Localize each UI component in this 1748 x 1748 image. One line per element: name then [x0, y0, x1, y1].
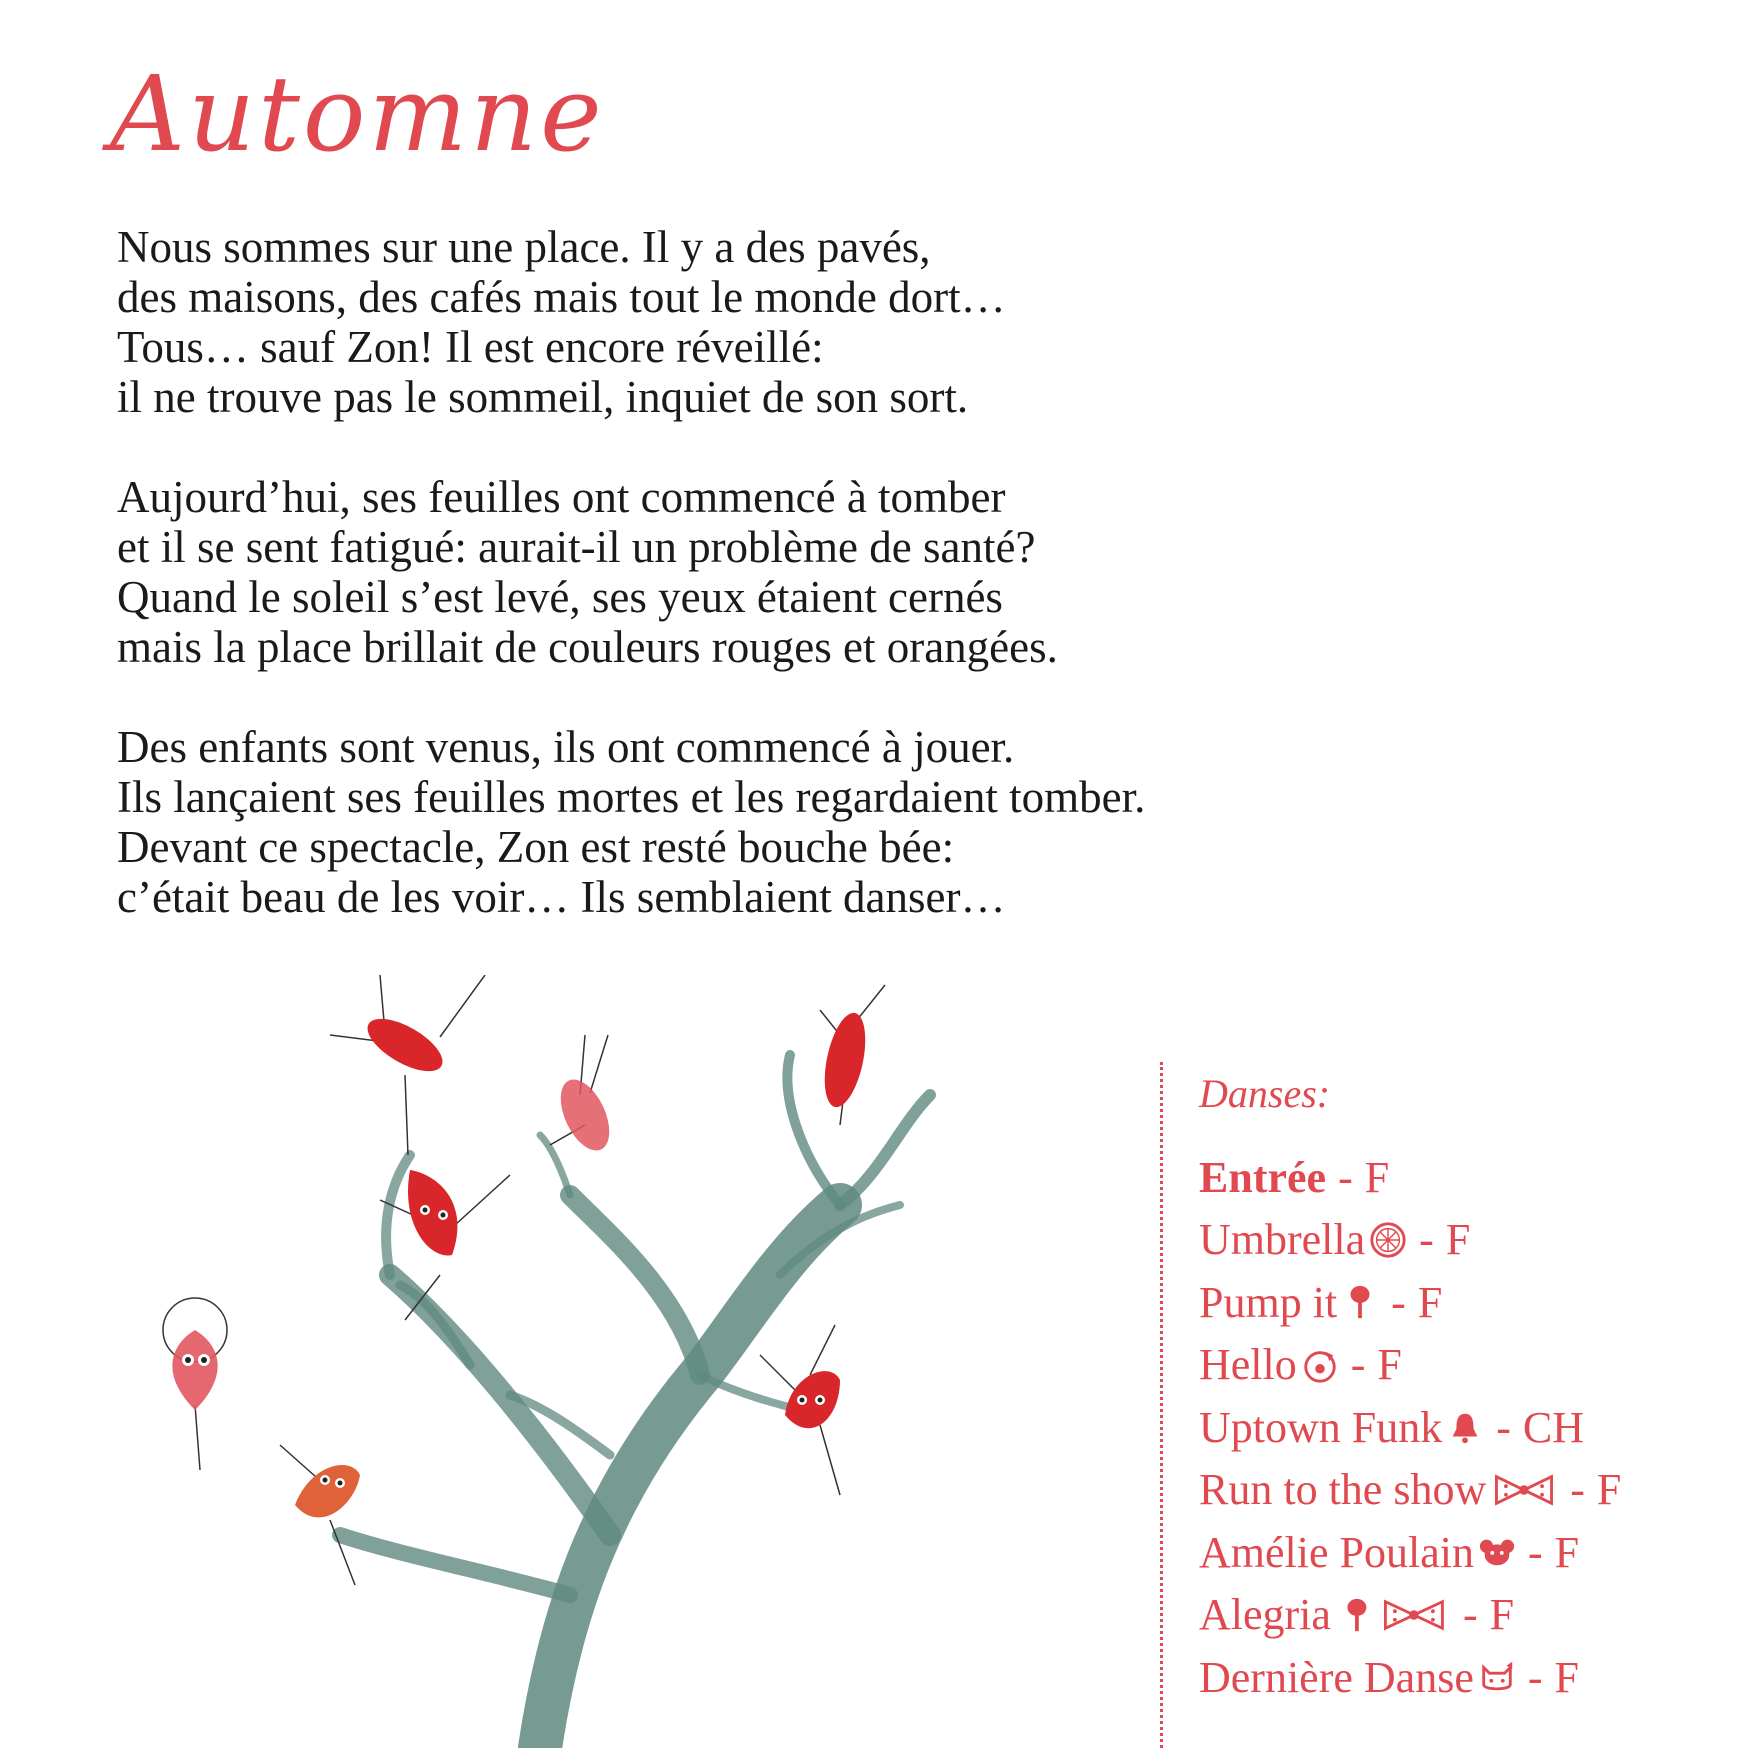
tree-illustration: [140, 975, 980, 1748]
leaf-character: [817, 985, 885, 1125]
dance-name: Umbrella: [1199, 1215, 1366, 1265]
dance-code: F: [1417, 1277, 1443, 1327]
dance-item: [1199, 1584, 1621, 1647]
poem-line: et il se sent fatigué: aurait-il un problème de santé?: [117, 522, 1036, 572]
leaf-character: [330, 975, 485, 1155]
dance-separator: -: [1350, 1340, 1366, 1390]
dance-code: F: [1596, 1465, 1622, 1515]
poem-line: Des enfants sont venus, ils ont commencé à jouer.: [117, 722, 1015, 772]
dance-code: CH: [1522, 1402, 1585, 1452]
dance-separator: -: [1570, 1465, 1585, 1515]
poem-line: Devant ce spectacle, Zon est resté bouche bée:: [117, 822, 955, 872]
dance-item: [1199, 1146, 1621, 1209]
lemon-slice-icon: [1369, 1221, 1407, 1259]
dance-name: Run to the show: [1199, 1465, 1487, 1515]
poem-line: mais la place brillait de couleurs rouges et orangées.: [117, 622, 1058, 672]
dance-name: Dernière Danse: [1199, 1652, 1474, 1702]
dance-item: [1199, 1459, 1621, 1522]
dance-item: [1199, 1271, 1621, 1334]
poem: [117, 222, 1417, 972]
bow-icon: [1490, 1471, 1558, 1509]
poem-line: des maisons, des cafés mais tout le monde dort…: [117, 272, 1006, 322]
dance-code: F: [1489, 1590, 1515, 1640]
dance-item: [1199, 1521, 1621, 1584]
dance-separator: -: [1391, 1277, 1406, 1327]
poem-line: Nous sommes sur une place. Il y a des pavés,: [117, 222, 931, 272]
dance-list-heading: Danses:: [1199, 1071, 1331, 1116]
dance-separator: -: [1462, 1590, 1478, 1640]
stanza: [117, 722, 1417, 922]
dance-item: [1199, 1646, 1621, 1709]
mouse-face-icon: [1478, 1533, 1516, 1571]
leaf-character: [760, 1325, 840, 1495]
poem-line: c’était beau de les voir… Ils semblaient danser…: [117, 872, 1006, 922]
dance-name: Pump it: [1199, 1277, 1338, 1327]
dance-separator: -: [1338, 1152, 1353, 1202]
dance-name: Entrée: [1199, 1152, 1327, 1202]
bagel-icon: [1301, 1346, 1339, 1384]
dance-item: [1199, 1334, 1621, 1397]
poem-line: il ne trouve pas le sommeil, inquiet de son sort.: [117, 372, 969, 422]
dance-list-panel: [1160, 1062, 1748, 1748]
dance-separator: -: [1527, 1527, 1543, 1577]
bell-icon: [1446, 1408, 1484, 1446]
leaf-character: [280, 1445, 360, 1585]
dance-item: [1199, 1209, 1621, 1272]
dance-separator: -: [1527, 1652, 1543, 1702]
tree-trunk: [340, 1055, 930, 1748]
dance-separator: -: [1496, 1402, 1511, 1452]
dance-item: [1199, 1396, 1621, 1459]
dance-code: F: [1377, 1340, 1402, 1390]
dance-code: F: [1445, 1215, 1471, 1265]
poem-line: Aujourd’hui, ses feuilles ont commencé à tomber: [117, 472, 1006, 522]
dance-name: Alegria: [1199, 1590, 1331, 1640]
dance-code: F: [1364, 1152, 1390, 1202]
poem-line: Ils lançaient ses feuilles mortes et les regardaient tomber.: [117, 772, 1146, 822]
dance-code: F: [1554, 1652, 1579, 1702]
poem-line: Tous… sauf Zon! Il est encore réveillé:: [117, 322, 824, 372]
dance-name: Amélie Poulain: [1199, 1527, 1474, 1577]
dance-name: Uptown Funk: [1199, 1402, 1443, 1452]
poem-line: Quand le soleil s’est levé, ses yeux étaient cernés: [117, 572, 1003, 622]
dance-separator: -: [1419, 1215, 1434, 1265]
stanza: [117, 472, 1417, 672]
dance-code: F: [1554, 1527, 1580, 1577]
maraca-icon: [1341, 1283, 1379, 1321]
dance-list: [1199, 1146, 1621, 1709]
stanza: [117, 222, 1417, 422]
maraca-bow-icon: [1335, 1596, 1451, 1634]
page-title: Automne: [110, 53, 605, 175]
leaf-character: [550, 1035, 619, 1158]
dance-name: Hello: [1199, 1340, 1297, 1390]
leaf-character: [163, 1298, 227, 1470]
cat-face-icon: [1478, 1658, 1516, 1696]
